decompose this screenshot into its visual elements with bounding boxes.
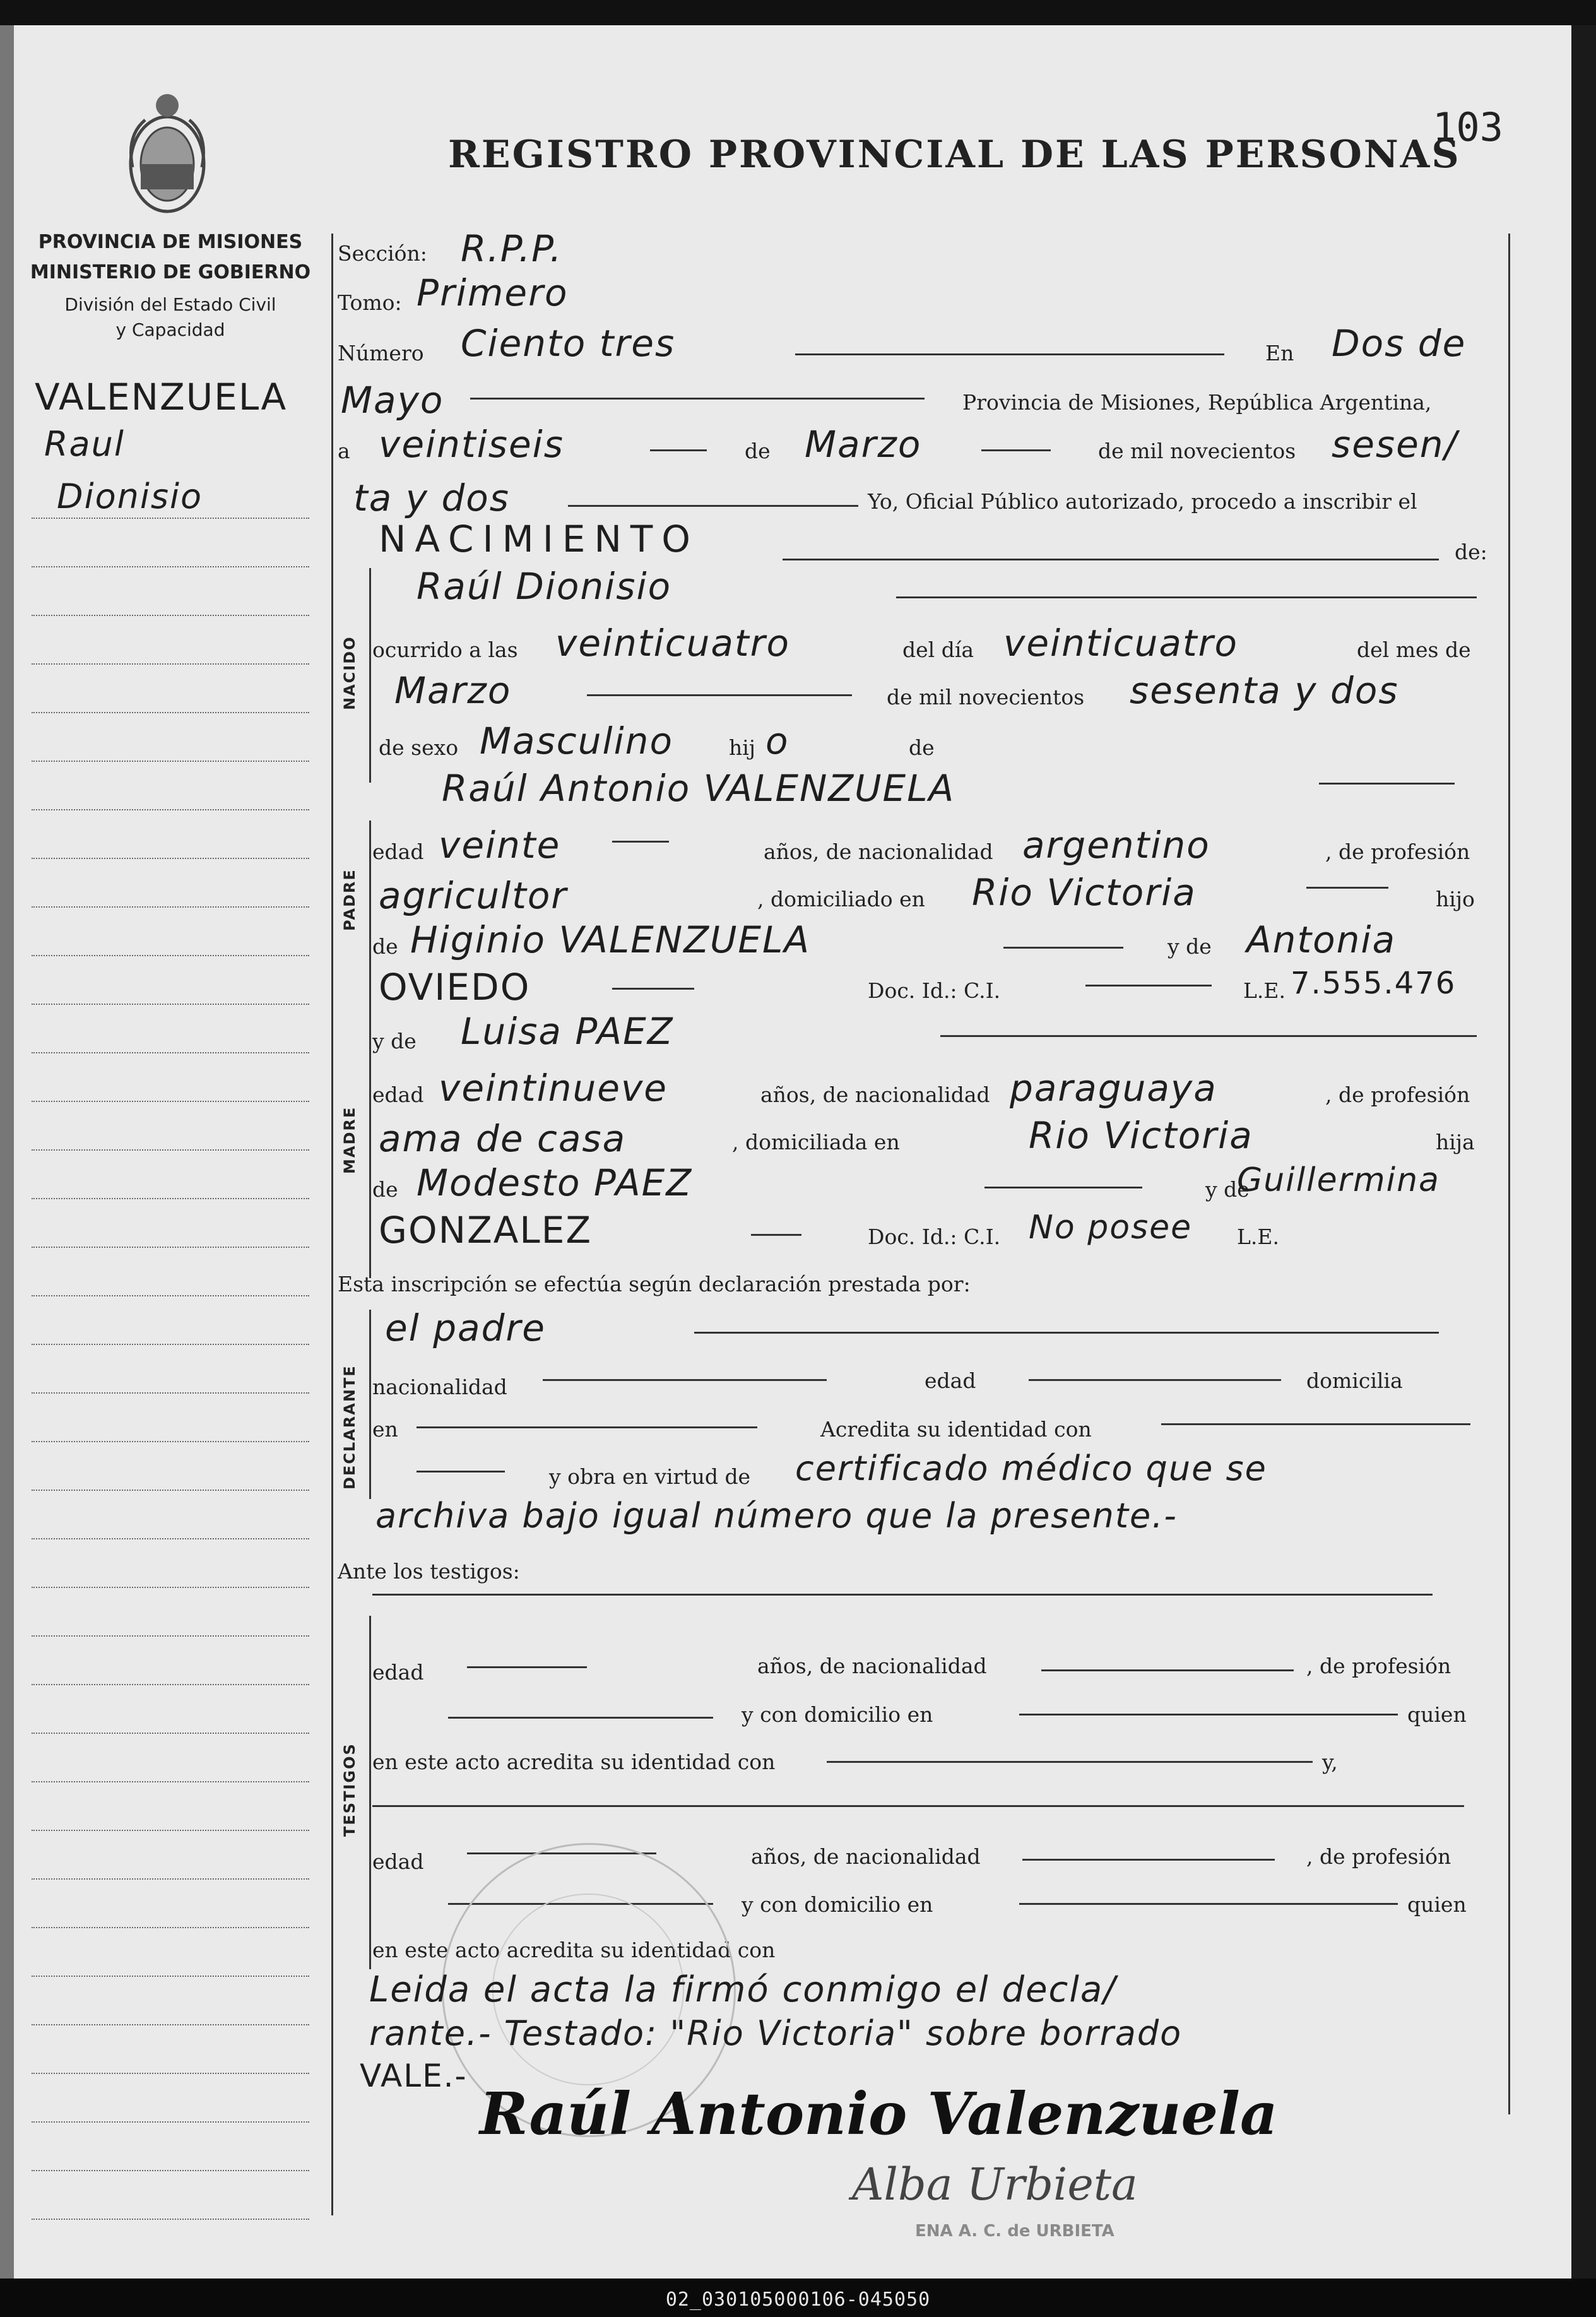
label-provincia: Provincia de Misiones, República Argentina, <box>962 390 1432 415</box>
margin-line <box>32 761 309 762</box>
value-virtud-1: certificado médico que se <box>795 1449 1267 1488</box>
fill-line <box>795 353 1224 355</box>
label-profesion-madre: , de profesión <box>1325 1082 1470 1107</box>
fill-line <box>827 1761 1313 1763</box>
value-madre-nombre: Luisa PAEZ <box>461 1010 674 1053</box>
value-en: Dos de <box>1332 322 1467 365</box>
label-le-madre: L.E. <box>1237 1224 1279 1249</box>
value-padre-padre: Higinio VALENZUELA <box>410 918 811 961</box>
margin-line <box>32 1149 309 1151</box>
frame-right-line <box>1508 234 1510 2114</box>
value-padre-prof: agricultor <box>379 874 568 917</box>
value-padre-dom: Rio Victoria <box>972 871 1197 914</box>
official-stamp-name: ENA A. C. de URBIETA <box>915 2222 1114 2241</box>
fill-line <box>1319 783 1455 785</box>
fill-line <box>587 694 852 696</box>
scan-top-edge <box>0 0 1596 25</box>
value-padre-nac: argentino <box>1022 824 1210 867</box>
margin-line <box>32 858 309 859</box>
fill-line <box>940 1035 1477 1037</box>
fill-line <box>751 1234 801 1236</box>
margin-line <box>32 1198 309 1199</box>
label-en-este-acto-t1: en este acto acredita su identidad con <box>372 1750 776 1774</box>
margin-line <box>32 809 309 810</box>
label-y-de-padre: y de <box>1167 934 1212 959</box>
margin-second-name: Dionisio <box>57 477 203 516</box>
fill-line <box>981 449 1051 451</box>
fill-line <box>470 398 925 400</box>
nacido-bracket <box>369 568 371 783</box>
margin-line <box>32 955 309 956</box>
value-padre-edad: veinte <box>439 824 561 867</box>
margin-line <box>32 1052 309 1053</box>
fill-line <box>612 988 694 990</box>
margin-line <box>32 906 309 908</box>
value-mes-nac: Marzo <box>394 669 512 712</box>
label-numero: Número <box>338 341 424 365</box>
label-a: a <box>338 439 350 463</box>
margin-line <box>32 1927 309 1928</box>
value-dia-nac: veinticuatro <box>1003 622 1238 665</box>
label-domicilia-decl: domicilia <box>1306 1368 1403 1393</box>
label-yo-oficial: Yo, Oficial Público autorizado, procedo a inscribir el <box>868 489 1417 514</box>
label-anos-nac-padre: años, de nacionalidad <box>764 839 993 864</box>
value-nota-2: rante.- Testado: "Rio Victoria" sobre borrado <box>369 2013 1183 2053</box>
value-madre-padre: Modesto PAEZ <box>417 1161 693 1204</box>
label-en-decl: en <box>372 1417 398 1442</box>
fill-line <box>417 1471 505 1473</box>
value-nombre: Raúl Dionisio <box>417 565 672 608</box>
image-footer-id: 02_030105000106-045050 <box>665 2289 931 2311</box>
label-tomo: Tomo: <box>338 290 402 315</box>
margin-line <box>32 2073 309 2074</box>
label-quien-t1: quien <box>1407 1702 1467 1727</box>
value-nota-3: VALE.- <box>360 2058 468 2094</box>
value-padre-nombre: Raúl Antonio VALENZUELA <box>442 767 955 810</box>
label-de-mil-nov: de mil novecientos <box>887 685 1085 709</box>
margin-line <box>32 1635 309 1637</box>
value-hijo-suffix: o <box>765 720 789 762</box>
label-domicilio-t2: y con domicilio en <box>742 1892 933 1917</box>
value-anio-a: sesen/ <box>1332 423 1458 466</box>
signature-oficial: Alba Urbieta <box>852 2159 1138 2210</box>
binding-edge <box>0 25 14 2278</box>
value-madre-nac: paraguaya <box>1010 1067 1217 1110</box>
label-profesion-t2: , de profesión <box>1306 1844 1451 1869</box>
frame-left-line <box>331 234 333 2215</box>
fill-line <box>612 841 669 843</box>
margin-line <box>32 1344 309 1345</box>
label-de-padre-padre: de <box>372 934 398 959</box>
label-profesion-t1: , de profesión <box>1306 1654 1451 1678</box>
label-mil-novecientos: de mil novecientos <box>1098 439 1296 463</box>
label-acredita-decl: Acredita su identidad con <box>820 1417 1092 1442</box>
label-de-sexo: de sexo <box>379 735 459 760</box>
margin-line <box>32 1587 309 1588</box>
label-de2: de <box>909 735 935 760</box>
value-nota-1: Leida el acta la firmó conmigo el decla/ <box>369 1969 1117 2010</box>
label-anos-nac-t1: años, de nacionalidad <box>757 1654 987 1678</box>
label-esta-inscripcion: Esta inscripción se efectúa según declaración prestada por: <box>338 1272 971 1296</box>
value-sexo: Masculino <box>480 720 673 762</box>
margin-line <box>32 1441 309 1442</box>
fill-line <box>1019 1903 1398 1905</box>
document-title: REGISTRO PROVINCIAL DE LAS PERSONAS <box>448 133 1461 177</box>
ministry-label: MINISTERIO DE GOBIERNO <box>30 261 311 283</box>
page-number: 103 <box>1433 104 1503 150</box>
value-numero: Ciento tres <box>461 322 676 365</box>
margin-line <box>32 1781 309 1782</box>
value-padre-le: 7.555.476 <box>1291 966 1457 1001</box>
label-en-este-acto-t2: en este acto acredita su identidad con <box>372 1938 776 1962</box>
margin-line <box>32 2219 309 2220</box>
fill-line <box>1029 1379 1281 1381</box>
label-anos-nac-t2: años, de nacionalidad <box>751 1844 981 1869</box>
province-label: PROVINCIA DE MISIONES <box>38 231 303 253</box>
label-del-mes: del mes de <box>1357 637 1471 662</box>
label-del-dia: del día <box>902 637 974 662</box>
label-de-colon: de: <box>1455 540 1487 564</box>
margin-line <box>32 1733 309 1734</box>
value-madre-edad: veintinueve <box>439 1067 668 1110</box>
fill-line <box>1019 1714 1398 1716</box>
fill-line <box>1085 985 1212 987</box>
margin-line <box>32 2024 309 2025</box>
label-ante-testigos: Ante los testigos: <box>338 1559 520 1584</box>
fill-line <box>568 505 858 507</box>
value-mes-linea: Mayo <box>341 379 444 422</box>
margin-line <box>32 566 309 567</box>
fill-line <box>896 596 1477 598</box>
margin-line <box>32 1976 309 1977</box>
margin-line <box>32 712 309 713</box>
label-edad-t1: edad <box>372 1660 424 1685</box>
margin-line <box>32 1878 309 1880</box>
fill-line <box>783 559 1439 560</box>
value-anio-b: ta y dos <box>353 477 510 519</box>
fill-line <box>694 1332 1439 1334</box>
margin-line <box>32 1247 309 1248</box>
label-le-padre: L.E. <box>1243 978 1286 1003</box>
fill-line <box>1041 1669 1294 1671</box>
label-hij: hij <box>729 735 756 760</box>
fill-line <box>984 1187 1142 1188</box>
label-en: En <box>1265 341 1294 365</box>
margin-line <box>32 663 309 665</box>
value-seccion: R.P.P. <box>461 227 563 270</box>
label-doc-id-madre: Doc. Id.: C.I. <box>868 1224 1001 1249</box>
fill-line <box>543 1379 827 1381</box>
value-madre-prof: ama de casa <box>379 1117 627 1160</box>
padre-bracket <box>369 821 371 1048</box>
label-edad-decl: edad <box>925 1368 976 1393</box>
value-padre-madre: Antonia <box>1246 918 1397 961</box>
division-label: División del Estado Civil <box>64 294 276 315</box>
margin-line <box>32 2170 309 2171</box>
label-doc-id-padre: Doc. Id.: C.I. <box>868 978 1001 1003</box>
label-quien-t2: quien <box>1407 1892 1467 1917</box>
margin-line <box>32 615 309 616</box>
value-padre-madre2: OVIEDO <box>379 966 531 1009</box>
margin-line <box>32 2121 309 2123</box>
label-nacionalidad-decl: nacionalidad <box>372 1375 507 1399</box>
margin-surname: VALENZUELA <box>35 376 288 418</box>
fill-line <box>417 1426 757 1428</box>
value-mes: Marzo <box>805 423 922 466</box>
label-de-madre-padre: de <box>372 1177 398 1202</box>
margin-line <box>32 1101 309 1102</box>
section-nacido: NACIDO <box>341 636 358 710</box>
label-domiciliada: , domiciliada en <box>732 1130 900 1154</box>
section-declarante: DECLARANTE <box>341 1365 358 1490</box>
label-hijo: hijo <box>1436 887 1475 911</box>
section-padre: PADRE <box>341 868 358 931</box>
signature-declarante: Raúl Antonio Valenzuela <box>480 2080 1278 2148</box>
coat-of-arms-icon <box>120 92 215 218</box>
label-anos-nac-madre: años, de nacionalidad <box>760 1082 990 1107</box>
label-edad-t2: edad <box>372 1849 424 1874</box>
label-hija: hija <box>1436 1130 1475 1154</box>
margin-line <box>32 1490 309 1491</box>
label-y-de-madre: y de <box>372 1029 417 1053</box>
margin-line <box>32 1295 309 1296</box>
label-y-de-madre2: y de <box>1205 1177 1250 1202</box>
testigos-bracket <box>369 1616 371 1969</box>
value-tomo: Primero <box>417 271 569 314</box>
section-testigos: TESTIGOS <box>341 1743 358 1837</box>
declarante-bracket <box>369 1310 371 1499</box>
value-madre-madre: Guillermina <box>1237 1161 1440 1199</box>
value-anio-nac: sesenta y dos <box>1130 669 1399 712</box>
label-seccion: Sección: <box>338 241 427 266</box>
value-madre-ci: No posee <box>1029 1209 1193 1247</box>
margin-line <box>32 1538 309 1539</box>
value-dia: veintiseis <box>379 423 564 466</box>
section-madre: MADRE <box>341 1106 358 1174</box>
label-de: de <box>745 439 771 463</box>
fill-line <box>372 1594 1433 1596</box>
margin-line <box>32 1684 309 1685</box>
value-madre-madre2: GONZALEZ <box>379 1209 593 1252</box>
fill-line <box>467 1666 587 1668</box>
label-ocurrido: ocurrido a las <box>372 637 518 662</box>
fill-line <box>650 449 707 451</box>
fill-line <box>448 1717 713 1719</box>
label-obra-virtud: y obra en virtud de <box>549 1464 751 1489</box>
fill-line <box>1306 887 1388 889</box>
fill-line <box>1022 1859 1275 1861</box>
label-edad-padre: edad <box>372 839 424 864</box>
division-label-2: y Capacidad <box>115 319 225 340</box>
margin-line <box>32 1004 309 1005</box>
label-domiciliado: , domiciliado en <box>757 887 925 911</box>
margin-line <box>32 1392 309 1394</box>
fill-line <box>1003 947 1123 949</box>
margin-first-name: Raul <box>44 424 125 464</box>
value-hora: veinticuatro <box>555 622 790 665</box>
margin-line <box>32 1830 309 1831</box>
value-acto: NACIMIENTO <box>379 518 699 560</box>
label-y-t1: y, <box>1322 1750 1338 1774</box>
label-profesion-padre: , de profesión <box>1325 839 1470 864</box>
value-virtud-2: archiva bajo igual número que la presente.- <box>375 1496 1178 1536</box>
value-declarante: el padre <box>385 1307 546 1349</box>
margin-line <box>32 518 309 519</box>
label-domicilio-t1: y con domicilio en <box>742 1702 933 1727</box>
madre-bracket <box>369 1045 371 1278</box>
fill-line <box>1161 1423 1470 1425</box>
fill-line <box>372 1805 1464 1807</box>
label-edad-madre: edad <box>372 1082 424 1107</box>
value-madre-dom: Rio Victoria <box>1029 1114 1253 1157</box>
